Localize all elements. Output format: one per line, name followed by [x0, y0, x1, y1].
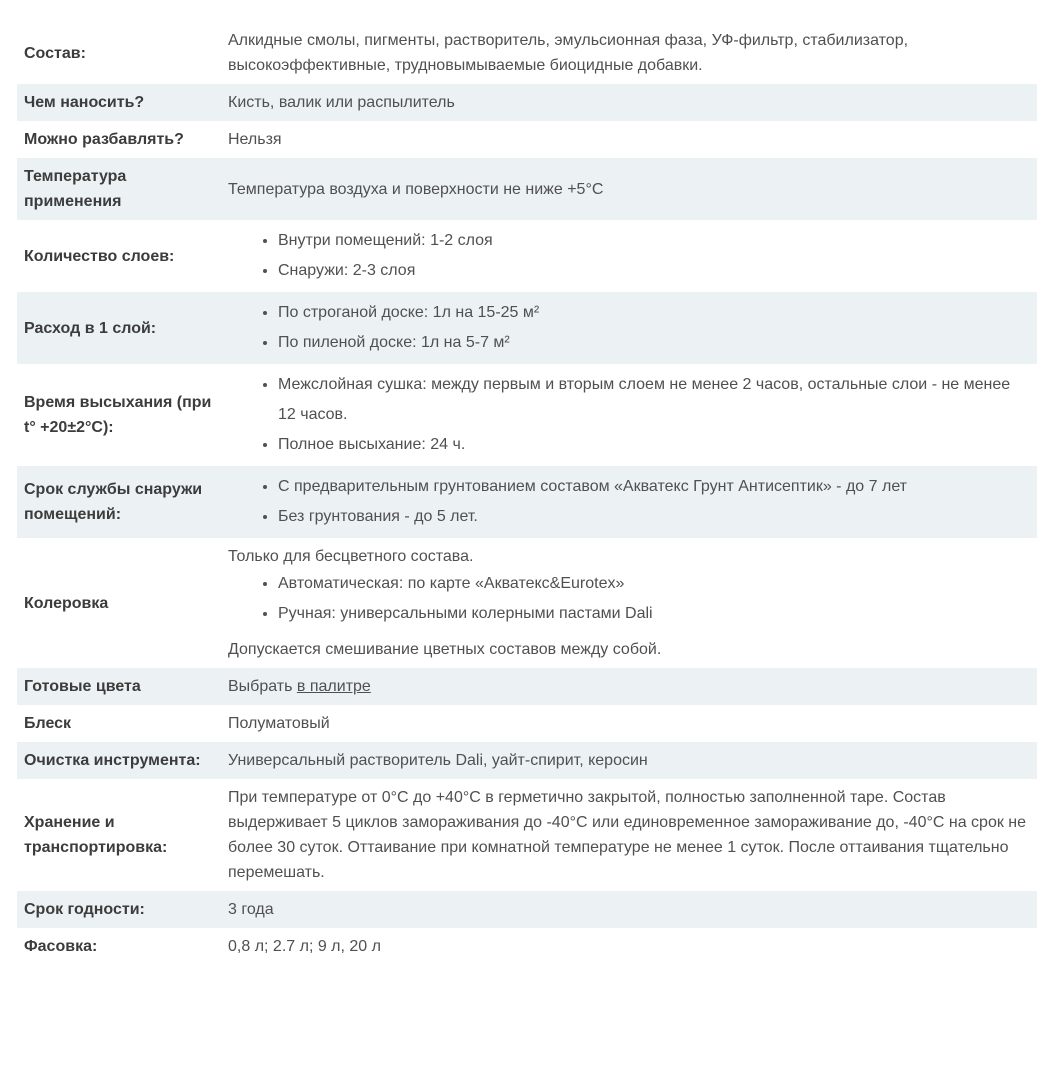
row-value: Нельзя	[228, 131, 282, 148]
row-label: Блеск	[24, 715, 72, 732]
row-value: Алкидные смолы, пигменты, растворитель, эмульсионная фаза, УФ-фильтр, стабилизатор, высокоэффективные, трудновымываемые биоцидные добавки.	[228, 32, 909, 74]
row-value: Температура воздуха и поверхности не ниже +5°С	[221, 158, 1037, 220]
table-row	[17, 928, 1037, 965]
row-label: Готовые цвета	[17, 668, 221, 705]
row-label: Температура применения	[17, 158, 221, 220]
table-row	[17, 779, 1037, 891]
row-value: Кисть, валик или распылитель	[221, 84, 1037, 121]
row-value	[221, 538, 1037, 668]
list-item: • Полное высыхание: 24 ч.	[278, 430, 1030, 460]
list-item: • С предварительным грунтованием составом «Акватекс Грунт Антисептик» - до 7 лет	[278, 472, 1030, 502]
table-row	[17, 84, 1037, 121]
tint-note: Допускается смешивание цветных составов между собой.	[228, 641, 662, 658]
row-value	[221, 364, 1037, 466]
row-value: Универсальный растворитель Dali, уайт-спирит, керосин	[221, 742, 1037, 779]
tint-intro: Только для бесцветного состава.	[228, 548, 474, 565]
row-label: Фасовка:	[24, 938, 98, 955]
palette-prefix: Выбрать	[228, 678, 293, 695]
table-row	[17, 121, 1037, 158]
row-label: Срок службы снаружи помещений:	[17, 466, 221, 538]
list-item: • Автоматическая: по карте «Акватекс&Eurotex»	[278, 569, 1030, 599]
bullet-list	[228, 472, 1030, 532]
row-label: Хранение и транспортировка:	[24, 814, 168, 856]
row-value	[221, 220, 1037, 292]
palette-link[interactable]: в палитре	[296, 678, 371, 695]
row-label: Количество слоев:	[24, 247, 175, 265]
row-label: Состав:	[24, 44, 86, 62]
list-item: • По пиленой доске: 1л на 5-7 м²	[278, 328, 1030, 358]
row-value: Полуматовый	[228, 715, 330, 732]
table-row	[17, 466, 1037, 538]
row-value: 0,8 л; 2.7 л; 9 л, 20 л	[228, 938, 381, 955]
row-label: Колеровка	[24, 594, 109, 612]
list-item: • Снаружи: 2-3 слоя	[278, 256, 1030, 286]
table-row	[17, 22, 1037, 84]
row-value: 3 года	[221, 891, 1037, 928]
row-value	[221, 292, 1037, 364]
table-row	[17, 158, 1037, 220]
list-item: • Внутри помещений: 1-2 слоя	[278, 226, 1030, 256]
row-value: При температуре от 0°С до +40°С в герметично закрытой, полностью заполненной таре. Состав выдерживает 5 циклов замораживания до -40°С или единовременное замораживание до, -40°С на срок не более 30 суток. Оттаивание при комнатной температуре не менее 1 суток. После оттаивания тщательно перемешать.	[228, 789, 1027, 881]
row-label: Срок годности:	[17, 891, 221, 928]
row-label: Расход в 1 слой:	[17, 292, 221, 364]
table-row	[17, 742, 1037, 779]
row-label: Можно разбавлять?	[24, 131, 184, 148]
spec-table	[17, 22, 1037, 965]
list-item: • Межслойная сушка: между первым и вторым слоем не менее 2 часов, остальные слои - не менее 12 часов.	[278, 370, 1030, 430]
table-row	[17, 538, 1037, 668]
bullet-list	[228, 370, 1030, 460]
list-item: • Без грунтования - до 5 лет.	[278, 502, 1030, 532]
row-label: Время высыхания (при t° +20±2°С):	[24, 394, 212, 436]
bullet-list	[228, 569, 1030, 629]
bullet-list	[228, 226, 1030, 286]
row-value	[221, 466, 1037, 538]
row-label: Чем наносить?	[17, 84, 221, 121]
bullet-list	[228, 298, 1030, 358]
table-row	[17, 292, 1037, 364]
table-row	[17, 220, 1037, 292]
list-item: • По строганой доске: 1л на 15-25 м²	[278, 298, 1030, 328]
table-row	[17, 668, 1037, 705]
list-item: • Ручная: универсальными колерными пастами Dali	[278, 599, 1030, 629]
row-value	[221, 668, 1037, 705]
table-row	[17, 705, 1037, 742]
table-row	[17, 891, 1037, 928]
row-label: Очистка инструмента:	[17, 742, 221, 779]
table-row	[17, 364, 1037, 466]
